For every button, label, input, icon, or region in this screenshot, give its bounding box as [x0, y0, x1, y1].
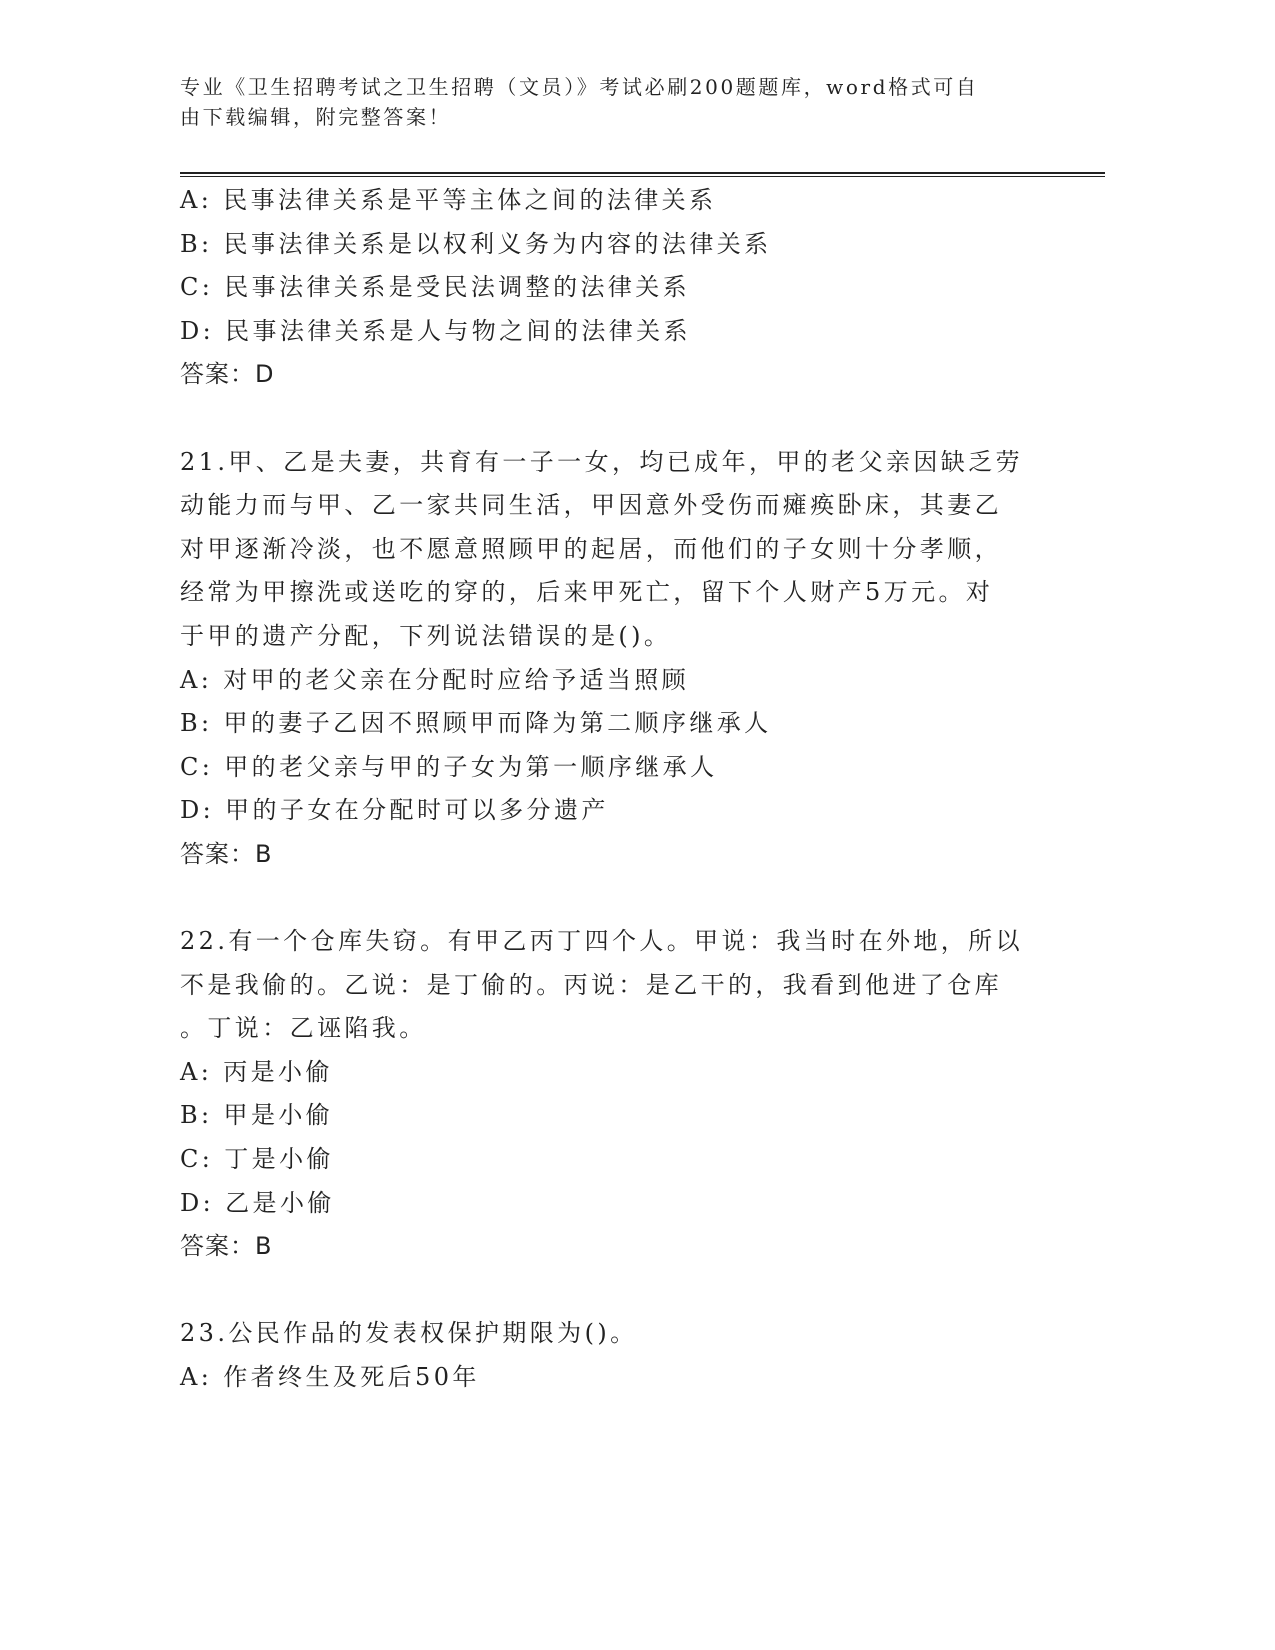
question-stem-line: 23.公民作品的发表权保护期限为()。 [180, 1319, 638, 1348]
answer-option: D: 甲的子女在分配时可以多分遗产 [180, 796, 609, 825]
answer-option: C: 民事法律关系是受民法调整的法律关系 [180, 273, 691, 302]
question-block [180, 441, 1080, 877]
correct-answer: 答案：B [180, 1232, 273, 1261]
question-block [180, 1312, 1080, 1399]
answer-option: A: 丙是小偷 [180, 1057, 333, 1086]
correct-answer: 答案：B [180, 839, 273, 868]
answer-option: B: 甲是小偷 [180, 1101, 334, 1130]
question-block [180, 179, 1080, 397]
answer-option: A: 作者终生及死后50年 [180, 1363, 480, 1392]
answer-option: C: 甲的老父亲与甲的子女为第一顺序继承人 [180, 752, 718, 781]
question-stem-line: 不是我偷的。乙说：是丁偷的。丙说：是乙干的，我看到他进了仓库 [180, 970, 1002, 999]
question-spacer [180, 877, 1080, 921]
question-spacer [180, 1269, 1080, 1313]
question-spacer [180, 397, 1080, 441]
answer-option: C: 丁是小偷 [180, 1145, 334, 1174]
question-stem-line: 动能力而与甲、乙一家共同生活，甲因意外受伤而瘫痪卧床，其妻乙 [180, 491, 1002, 520]
question-stem-line: 22.有一个仓库失窃。有甲乙丙丁四个人。甲说：我当时在外地，所以 [180, 927, 1023, 956]
question-stem-line: 经常为甲擦洗或送吃的穿的，后来甲死亡，留下个人财产5万元。对 [180, 578, 994, 607]
question-block [180, 920, 1080, 1269]
answer-option: A: 对甲的老父亲在分配时应给予适当照顾 [180, 665, 690, 694]
header-line-1: 专业《卫生招聘考试之卫生招聘（文员）》考试必刷200题题库，word格式可自 [180, 75, 979, 99]
answer-option: D: 民事法律关系是人与物之间的法律关系 [180, 316, 691, 345]
question-list [180, 179, 1080, 1400]
answer-option: A: 民事法律关系是平等主体之间的法律关系 [180, 186, 717, 214]
document-header [180, 72, 1030, 132]
question-stem-line: 。丁说：乙诬陷我。 [180, 1014, 427, 1043]
answer-option: D: 乙是小偷 [180, 1188, 335, 1217]
question-stem-line: 21.甲、乙是夫妻，共育有一子一女，均已成年，甲的老父亲因缺乏劳 [180, 447, 1023, 476]
answer-option: B: 甲的妻子乙因不照顾甲而降为第二顺序继承人 [180, 709, 772, 738]
answer-option: B: 民事法律关系是以权利义务为内容的法律关系 [180, 229, 772, 258]
header-divider [180, 172, 1105, 177]
question-stem-line: 于甲的遗产分配，下列说法错误的是()。 [180, 621, 672, 650]
question-stem-line: 对甲逐渐冷淡，也不愿意照顾甲的起居，而他们的子女则十分孝顺， [180, 534, 1002, 563]
header-line-2: 由下载编辑，附完整答案！ [180, 105, 452, 129]
correct-answer: 答案：D [180, 360, 275, 389]
